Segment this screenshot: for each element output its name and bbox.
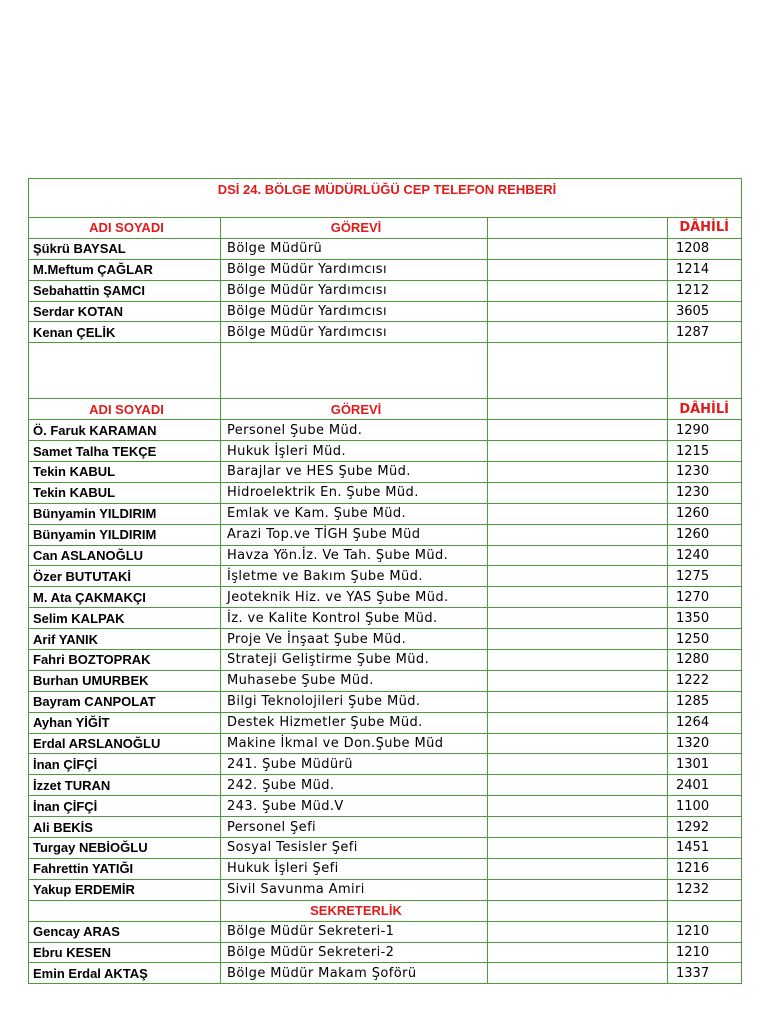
blank-cell: [488, 712, 668, 733]
duty-title: İz. ve Kalite Kontrol Şube Müd.: [221, 608, 488, 629]
duty-title: 241. Şube Müdürü: [221, 754, 488, 775]
header-row: [29, 399, 742, 420]
directory-title: DSİ 24. BÖLGE MÜDÜRLÜĞÜ CEP TELEFON REHBERİ: [29, 179, 742, 218]
table-row: [29, 441, 742, 462]
blank-cell: [488, 629, 668, 650]
phone-directory-table: [28, 178, 742, 984]
extension-number: 1240: [668, 545, 742, 566]
extension-number: 1451: [668, 838, 742, 859]
duty-title: Hukuk İşleri Şefi: [221, 858, 488, 879]
table-row: [29, 963, 742, 984]
blank-cell: [488, 322, 668, 343]
extension-number: 1222: [668, 670, 742, 691]
table-row: [29, 587, 742, 608]
header-ext: DÂHİLİ: [668, 399, 742, 420]
secretariat-label: SEKRETERLİK: [221, 900, 488, 921]
person-name: Özer BUTUTAKİ: [29, 566, 221, 587]
header-name: ADI SOYADI: [29, 399, 221, 420]
person-name: Bayram CANPOLAT: [29, 691, 221, 712]
table-row: [29, 733, 742, 754]
extension-number: 1210: [668, 942, 742, 963]
secretariat-row: [29, 900, 742, 921]
extension-number: 1212: [668, 280, 742, 301]
blank-cell: [488, 524, 668, 545]
person-name: İzzet TURAN: [29, 775, 221, 796]
blank-cell: [488, 280, 668, 301]
extension-number: 1260: [668, 503, 742, 524]
extension-number: 1100: [668, 796, 742, 817]
blank-cell: [488, 650, 668, 671]
duty-title: Havza Yön.İz. Ve Tah. Şube Müd.: [221, 545, 488, 566]
title-row: [29, 179, 742, 218]
blank-cell: [488, 462, 668, 483]
table-row: [29, 566, 742, 587]
extension-number: 1230: [668, 482, 742, 503]
table-row: [29, 524, 742, 545]
blank-cell: [488, 921, 668, 942]
blank-cell: [488, 733, 668, 754]
extension-number: 1208: [668, 238, 742, 259]
extension-number: 1210: [668, 921, 742, 942]
extension-number: 1215: [668, 441, 742, 462]
header-duty: GÖREVİ: [221, 399, 488, 420]
table-row: [29, 503, 742, 524]
duty-title: 242. Şube Müd.: [221, 775, 488, 796]
header-name: ADI SOYADI: [29, 218, 221, 239]
extension-number: 2401: [668, 775, 742, 796]
blank-cell: [488, 441, 668, 462]
duty-title: Arazi Top.ve TİGH Şube Müd: [221, 524, 488, 545]
person-name: Tekin KABUL: [29, 462, 221, 483]
duty-title: Bölge Müdür Yardımcısı: [221, 259, 488, 280]
table-row: [29, 545, 742, 566]
person-name: Yakup ERDEMİR: [29, 879, 221, 900]
duty-title: Muhasebe Şube Müd.: [221, 670, 488, 691]
person-name: Samet Talha TEKÇE: [29, 441, 221, 462]
table-row: [29, 280, 742, 301]
duty-title: Proje Ve İnşaat Şube Müd.: [221, 629, 488, 650]
extension-number: 1230: [668, 462, 742, 483]
blank-cell: [488, 670, 668, 691]
header-duty: GÖREVİ: [221, 218, 488, 239]
person-name: Şükrü BAYSAL: [29, 238, 221, 259]
extension-number: 1214: [668, 259, 742, 280]
person-name: Tekin KABUL: [29, 482, 221, 503]
table-row: [29, 608, 742, 629]
duty-title: Barajlar ve HES Şube Müd.: [221, 462, 488, 483]
blank-cell: [488, 754, 668, 775]
duty-title: Sosyal Tesisler Şefi: [221, 838, 488, 859]
person-name: Arif YANIK: [29, 629, 221, 650]
blank-cell: [488, 691, 668, 712]
person-name: M.Meftum ÇAĞLAR: [29, 259, 221, 280]
table-row: [29, 238, 742, 259]
blank-cell: [488, 420, 668, 441]
extension-number: 1216: [668, 858, 742, 879]
blank-cell: [488, 817, 668, 838]
spacer-row: [29, 343, 742, 399]
person-name: Bünyamin YILDIRIM: [29, 503, 221, 524]
extension-number: 1250: [668, 629, 742, 650]
table-row: [29, 691, 742, 712]
table-row: [29, 712, 742, 733]
extension-number: 1260: [668, 524, 742, 545]
person-name: Ebru KESEN: [29, 942, 221, 963]
duty-title: Bölge Müdürü: [221, 238, 488, 259]
table-row: [29, 879, 742, 900]
duty-title: Bölge Müdür Makam Şoförü: [221, 963, 488, 984]
blank-cell: [488, 482, 668, 503]
table-row: [29, 259, 742, 280]
blank-cell: [488, 963, 668, 984]
extension-number: 1275: [668, 566, 742, 587]
blank-cell: [488, 775, 668, 796]
person-name: M. Ata ÇAKMAKÇI: [29, 587, 221, 608]
table-row: [29, 420, 742, 441]
extension-number: 1264: [668, 712, 742, 733]
blank-cell: [488, 259, 668, 280]
table-row: [29, 817, 742, 838]
table-row: [29, 670, 742, 691]
blank-cell: [488, 545, 668, 566]
person-name: Ö. Faruk KARAMAN: [29, 420, 221, 441]
person-name: Erdal ARSLANOĞLU: [29, 733, 221, 754]
extension-number: 1290: [668, 420, 742, 441]
blank-cell: [488, 796, 668, 817]
extension-number: 3605: [668, 301, 742, 322]
blank-cell: [488, 838, 668, 859]
person-name: Fahri BOZTOPRAK: [29, 650, 221, 671]
blank-cell: [488, 942, 668, 963]
person-name: Can ASLANOĞLU: [29, 545, 221, 566]
person-name: Fahrettin YATIĞI: [29, 858, 221, 879]
blank-cell: [488, 879, 668, 900]
duty-title: Personel Şefi: [221, 817, 488, 838]
person-name: İnan ÇİFÇİ: [29, 754, 221, 775]
blank-cell: [488, 566, 668, 587]
table-row: [29, 838, 742, 859]
extension-number: 1320: [668, 733, 742, 754]
duty-title: Bölge Müdür Yardımcısı: [221, 280, 488, 301]
person-name: Selim KALPAK: [29, 608, 221, 629]
table-row: [29, 650, 742, 671]
duty-title: Jeoteknik Hiz. ve YAS Şube Müd.: [221, 587, 488, 608]
person-name: Sebahattin ŞAMCI: [29, 280, 221, 301]
person-name: Turgay NEBİOĞLU: [29, 838, 221, 859]
duty-title: Emlak ve Kam. Şube Müd.: [221, 503, 488, 524]
duty-title: Bölge Müdür Sekreteri-1: [221, 921, 488, 942]
blank-cell: [488, 301, 668, 322]
extension-number: 1350: [668, 608, 742, 629]
header-blank: [488, 218, 668, 239]
duty-title: Personel Şube Müd.: [221, 420, 488, 441]
blank-cell: [488, 858, 668, 879]
person-name: Serdar KOTAN: [29, 301, 221, 322]
duty-title: Bölge Müdür Yardımcısı: [221, 322, 488, 343]
duty-title: İşletme ve Bakım Şube Müd.: [221, 566, 488, 587]
table-row: [29, 462, 742, 483]
table-row: [29, 775, 742, 796]
duty-title: Bölge Müdür Sekreteri-2: [221, 942, 488, 963]
extension-number: 1301: [668, 754, 742, 775]
extension-number: 1280: [668, 650, 742, 671]
duty-title: Strateji Geliştirme Şube Müd.: [221, 650, 488, 671]
table-row: [29, 921, 742, 942]
person-name: Bünyamin YILDIRIM: [29, 524, 221, 545]
table-row: [29, 858, 742, 879]
extension-number: 1232: [668, 879, 742, 900]
person-name: Emin Erdal AKTAŞ: [29, 963, 221, 984]
blank-cell: [488, 587, 668, 608]
extension-number: 1292: [668, 817, 742, 838]
extension-number: 1270: [668, 587, 742, 608]
duty-title: Hidroelektrik En. Şube Müd.: [221, 482, 488, 503]
extension-number: 1287: [668, 322, 742, 343]
duty-title: Destek Hizmetler Şube Müd.: [221, 712, 488, 733]
extension-number: 1337: [668, 963, 742, 984]
person-name: Ayhan YİĞİT: [29, 712, 221, 733]
duty-title: 243. Şube Müd.V: [221, 796, 488, 817]
table-row: [29, 629, 742, 650]
header-ext: DÂHİLİ: [668, 218, 742, 239]
table-row: [29, 754, 742, 775]
blank-cell: [488, 503, 668, 524]
blank-cell: [488, 608, 668, 629]
duty-title: Hukuk İşleri Müd.: [221, 441, 488, 462]
table-row: [29, 482, 742, 503]
duty-title: Bilgi Teknolojileri Şube Müd.: [221, 691, 488, 712]
table-row: [29, 796, 742, 817]
header-row: [29, 218, 742, 239]
person-name: Kenan ÇELİK: [29, 322, 221, 343]
duty-title: Bölge Müdür Yardımcısı: [221, 301, 488, 322]
header-blank: [488, 399, 668, 420]
person-name: Gencay ARAS: [29, 921, 221, 942]
person-name: Ali BEKİS: [29, 817, 221, 838]
table-row: [29, 301, 742, 322]
extension-number: 1285: [668, 691, 742, 712]
person-name: Burhan UMURBEK: [29, 670, 221, 691]
blank-cell: [488, 238, 668, 259]
person-name: İnan ÇİFÇİ: [29, 796, 221, 817]
table-row: [29, 942, 742, 963]
duty-title: Makine İkmal ve Don.Şube Müd: [221, 733, 488, 754]
table-row: [29, 322, 742, 343]
duty-title: Sivil Savunma Amiri: [221, 879, 488, 900]
